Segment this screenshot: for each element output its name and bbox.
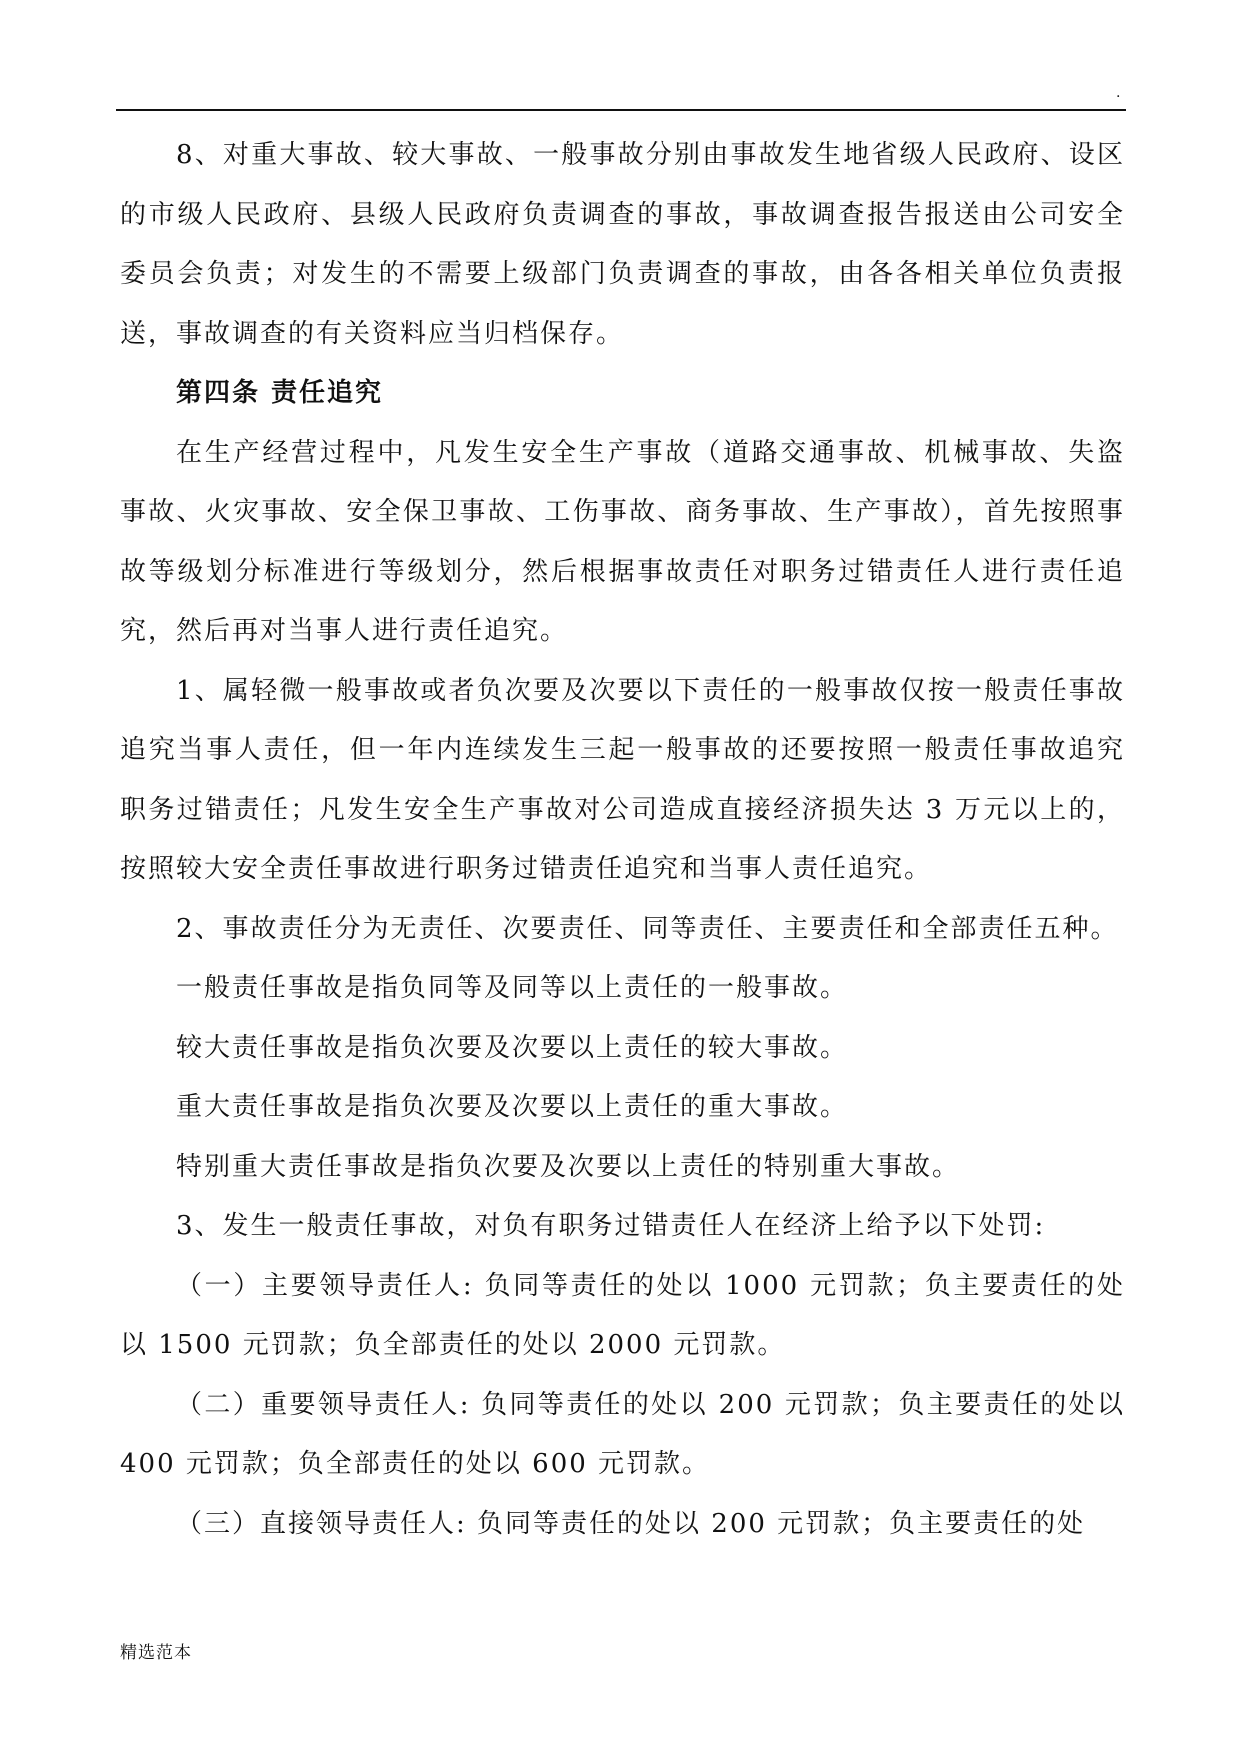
paragraph-item-8: 8、对重大事故、较大事故、一般事故分别由事故发生地省级人民政府、设区的市级人民政府、县级人民政府负责调查的事故，事故调查报告报送由公司安全委员会负责；对发生的不需要上级部门负责调查的事故，由各各相关单位负责报送，事故调查的有关资料应当归档保存。 <box>120 140 1125 349</box>
document-body <box>120 126 1125 1554</box>
paragraph-rule-1: 1、属轻微一般事故或者负次要及次要以下责任的一般事故仅按一般责任事故追究当事人责任，但一年内连续发生三起一般事故的还要按照一般责任事故追究职务过错责任；凡发生安全生产事故对公司造成直接经济损失达 3 万元以上的，按照较大安全责任事故进行职务过错责任追究和当事人责任追究。 <box>120 675 1125 884</box>
section-heading-article-4: 第四条 责任追究 <box>176 378 384 408</box>
paragraph-accident-scope: 在生产经营过程中，凡发生安全生产事故（道路交通事故、机械事故、失盗事故、火灾事故、安全保卫事故、工伤事故、商务事故、生产事故），首先按照事故等级划分标准进行等级划分，然后根据事故责任对职务过错责任人进行责任追究，然后再对当事人进行责任追究。 <box>120 437 1125 646</box>
paragraph-rule-3: 3、发生一般责任事故，对负有职务过错责任人在经济上给予以下处罚: <box>176 1211 1046 1241</box>
penalty-item-2: （二）重要领导责任人: 负同等责任的处以 200 元罚款；负主要责任的处以 400 元罚款；负全部责任的处以 600 元罚款。 <box>120 1389 1125 1479</box>
footer-label: 精选范本 <box>120 1643 192 1663</box>
definition-general-accident: 一般责任事故是指负同等及同等以上责任的一般事故。 <box>176 973 849 1003</box>
header-rule <box>116 109 1126 111</box>
paragraph-rule-2: 2、事故责任分为无责任、次要责任、同等责任、主要责任和全部责任五种。 <box>176 913 1119 944</box>
definition-extra-serious-accident: 特别重大责任事故是指负次要及次要以上责任的特别重大事故。 <box>176 1151 961 1182</box>
penalty-item-1: （一）主要领导责任人: 负同等责任的处以 1000 元罚款；负主要责任的处以 1500 元罚款；负全部责任的处以 2000 元罚款。 <box>120 1270 1125 1360</box>
header-mark: . <box>1116 85 1121 101</box>
penalty-item-3: （三）直接领导责任人: 负同等责任的处以 200 元罚款；负主要责任的处 <box>176 1508 1086 1539</box>
definition-major-accident: 较大责任事故是指负次要及次要以上责任的较大事故。 <box>176 1032 849 1063</box>
definition-serious-accident: 重大责任事故是指负次要及次要以上责任的重大事故。 <box>176 1092 849 1122</box>
